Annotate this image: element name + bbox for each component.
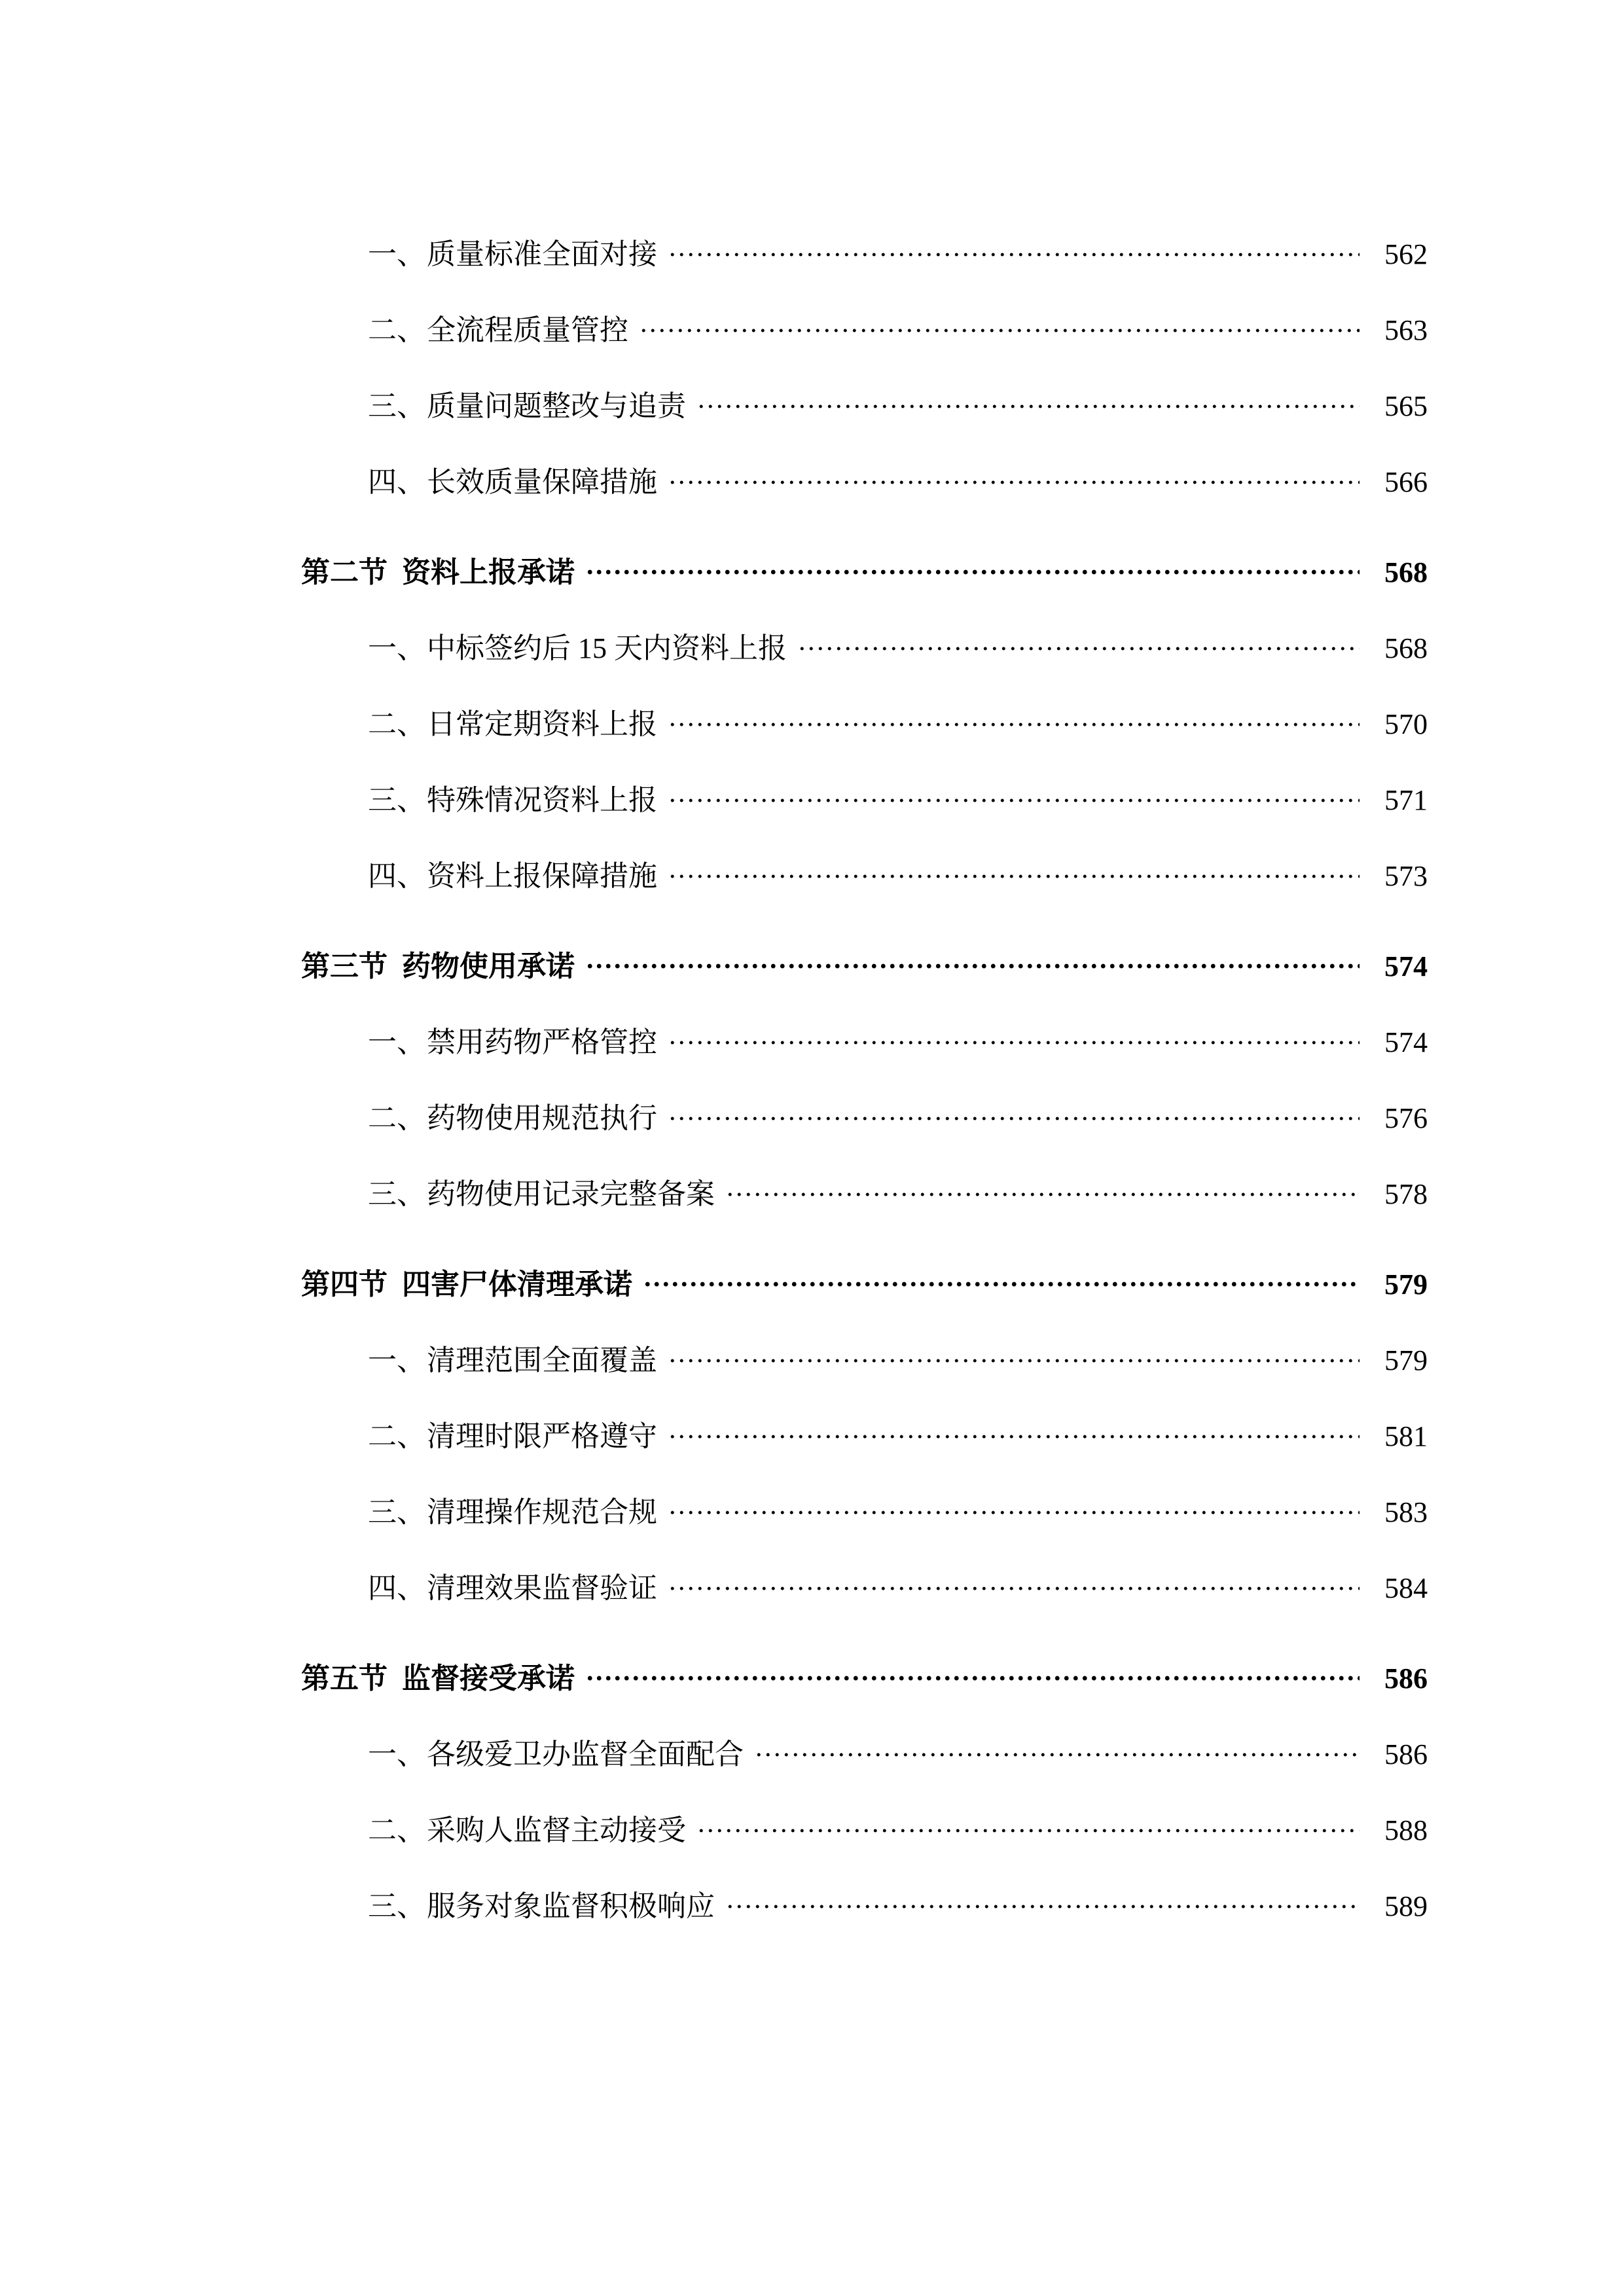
toc-entry-label: 三、 bbox=[368, 784, 425, 816]
toc-entry[interactable] bbox=[196, 458, 1428, 500]
toc-entry-label: 第五节 bbox=[301, 1662, 388, 1695]
toc-leader-dots bbox=[669, 1099, 1360, 1128]
toc-leader-dots bbox=[727, 1175, 1360, 1204]
toc-entry-title: 质量标准全面对接 bbox=[427, 238, 657, 270]
toc-leader-dots bbox=[586, 553, 1360, 582]
toc-entry[interactable] bbox=[196, 1731, 1428, 1772]
toc-entry-label: 第四节 bbox=[301, 1268, 388, 1300]
toc-entry[interactable] bbox=[196, 382, 1428, 424]
toc-leader-dots bbox=[727, 1887, 1360, 1916]
toc-entry-page-number: 570 bbox=[1384, 708, 1428, 740]
toc-entry[interactable] bbox=[196, 1488, 1428, 1530]
toc-entry-page-number: 568 bbox=[1384, 556, 1428, 588]
toc-entry-label: 三、 bbox=[368, 1890, 425, 1922]
toc-entry-title: 各级爱卫办监督全面配合 bbox=[427, 1738, 744, 1770]
toc-entry[interactable] bbox=[196, 230, 1428, 272]
toc-entry[interactable] bbox=[196, 1261, 1428, 1302]
toc-leader-dots bbox=[669, 1569, 1360, 1598]
toc-leader-dots bbox=[669, 1341, 1360, 1370]
toc-leader-dots bbox=[644, 1265, 1360, 1294]
toc-entry-title: 资料上报承诺 bbox=[402, 556, 575, 588]
toc-leader-dots bbox=[669, 781, 1360, 810]
toc-leader-dots bbox=[669, 705, 1360, 734]
toc-entry-label: 四、 bbox=[368, 1572, 425, 1604]
toc-entry-title: 全流程质量管控 bbox=[427, 314, 628, 346]
toc-entry[interactable] bbox=[196, 700, 1428, 742]
toc-leader-dots bbox=[669, 857, 1360, 886]
toc-entry-label: 二、 bbox=[368, 1814, 425, 1846]
toc-entry-page-number: 566 bbox=[1384, 466, 1428, 498]
toc-entry-page-number: 579 bbox=[1384, 1344, 1428, 1376]
toc-entry-title: 清理效果监督验证 bbox=[427, 1572, 657, 1604]
toc-entry-page-number: 573 bbox=[1384, 860, 1428, 892]
toc-leader-dots bbox=[640, 311, 1360, 340]
toc-entry-title: 日常定期资料上报 bbox=[427, 708, 657, 740]
toc-entry[interactable] bbox=[196, 1336, 1428, 1378]
toc-leader-dots bbox=[669, 1023, 1360, 1052]
toc-entry-page-number: 586 bbox=[1384, 1738, 1428, 1770]
toc-leader-dots bbox=[586, 947, 1360, 976]
toc-entry[interactable] bbox=[196, 942, 1428, 984]
toc-leader-dots bbox=[755, 1735, 1360, 1764]
toc-entry[interactable] bbox=[196, 1564, 1428, 1606]
toc-leader-dots bbox=[698, 387, 1360, 416]
toc-entry-label: 第三节 bbox=[301, 950, 388, 982]
toc-entry-title: 禁用药物严格管控 bbox=[427, 1026, 657, 1058]
toc-entry[interactable] bbox=[196, 1806, 1428, 1848]
toc-leader-dots bbox=[669, 463, 1360, 492]
toc-entry-title: 采购人监督主动接受 bbox=[427, 1814, 686, 1846]
toc-entry-page-number: 583 bbox=[1384, 1496, 1428, 1528]
toc-entry-page-number: 581 bbox=[1384, 1420, 1428, 1452]
toc-entry-label: 二、 bbox=[368, 1420, 425, 1452]
toc-entry-label: 四、 bbox=[368, 860, 425, 892]
toc-leader-dots bbox=[698, 1811, 1360, 1840]
toc-entry[interactable] bbox=[196, 624, 1428, 666]
toc-entry-page-number: 563 bbox=[1384, 314, 1428, 346]
toc-entry-title: 四害尸体清理承诺 bbox=[402, 1268, 632, 1300]
toc-entry-label: 一、 bbox=[368, 238, 425, 270]
toc-entry-page-number: 588 bbox=[1384, 1814, 1428, 1846]
toc-entry-title: 药物使用记录完整备案 bbox=[427, 1178, 715, 1210]
toc-entry-title: 服务对象监督积极响应 bbox=[427, 1890, 715, 1922]
toc-entry-page-number: 586 bbox=[1384, 1662, 1428, 1695]
toc-entry-label: 三、 bbox=[368, 1496, 425, 1528]
toc-leader-dots bbox=[799, 629, 1360, 658]
toc-entry-label: 二、 bbox=[368, 1102, 425, 1134]
toc-entry-title: 清理操作规范合规 bbox=[427, 1496, 657, 1528]
toc-entry-page-number: 576 bbox=[1384, 1102, 1428, 1134]
toc-entry-title: 长效质量保障措施 bbox=[427, 466, 657, 498]
toc-entry[interactable] bbox=[196, 1882, 1428, 1924]
toc-entry-title: 药物使用承诺 bbox=[402, 950, 575, 982]
toc-entry-label: 一、 bbox=[368, 632, 425, 664]
toc-entry-label: 四、 bbox=[368, 466, 425, 498]
toc-leader-dots bbox=[669, 1417, 1360, 1446]
toc-entry-page-number: 571 bbox=[1384, 784, 1428, 816]
toc-entry-page-number: 574 bbox=[1384, 1026, 1428, 1058]
toc-entry-label: 第二节 bbox=[301, 556, 388, 588]
toc-leader-dots bbox=[586, 1659, 1360, 1688]
toc-entry-page-number: 579 bbox=[1384, 1268, 1428, 1300]
toc-entry-title: 清理范围全面覆盖 bbox=[427, 1344, 657, 1376]
toc-entry-page-number: 589 bbox=[1384, 1890, 1428, 1922]
toc-entry-label: 一、 bbox=[368, 1344, 425, 1376]
toc-leader-dots bbox=[669, 1493, 1360, 1522]
toc-entry-page-number: 568 bbox=[1384, 632, 1428, 664]
toc-entry-title: 监督接受承诺 bbox=[402, 1662, 575, 1695]
toc-entry-page-number: 578 bbox=[1384, 1178, 1428, 1210]
toc-entry[interactable] bbox=[196, 776, 1428, 818]
toc-entry-label: 二、 bbox=[368, 708, 425, 740]
toc-entry-page-number: 565 bbox=[1384, 390, 1428, 422]
toc-entry-title: 质量问题整改与追责 bbox=[427, 390, 686, 422]
toc-entry[interactable] bbox=[196, 1018, 1428, 1060]
toc-entry-title: 药物使用规范执行 bbox=[427, 1102, 657, 1134]
toc-leader-dots bbox=[669, 235, 1360, 264]
toc-entry-label: 三、 bbox=[368, 390, 425, 422]
toc-entry-label: 一、 bbox=[368, 1738, 425, 1770]
toc-entry[interactable] bbox=[196, 1655, 1428, 1696]
toc-entry[interactable] bbox=[196, 548, 1428, 590]
table-of-contents bbox=[196, 230, 1428, 1924]
toc-entry[interactable] bbox=[196, 1170, 1428, 1212]
toc-entry-label: 三、 bbox=[368, 1178, 425, 1210]
toc-entry[interactable] bbox=[196, 1094, 1428, 1136]
toc-entry-title: 中标签约后 15 天内资料上报 bbox=[427, 632, 787, 664]
toc-entry-page-number: 562 bbox=[1384, 238, 1428, 270]
toc-entry-title: 资料上报保障措施 bbox=[427, 860, 657, 892]
toc-entry-label: 二、 bbox=[368, 314, 425, 346]
toc-entry-page-number: 574 bbox=[1384, 950, 1428, 982]
toc-entry[interactable] bbox=[196, 1412, 1428, 1454]
toc-entry[interactable] bbox=[196, 306, 1428, 348]
toc-entry-title: 清理时限严格遵守 bbox=[427, 1420, 657, 1452]
toc-entry-page-number: 584 bbox=[1384, 1572, 1428, 1604]
toc-entry-label: 一、 bbox=[368, 1026, 425, 1058]
toc-entry[interactable] bbox=[196, 852, 1428, 894]
toc-entry-title: 特殊情况资料上报 bbox=[427, 784, 657, 816]
